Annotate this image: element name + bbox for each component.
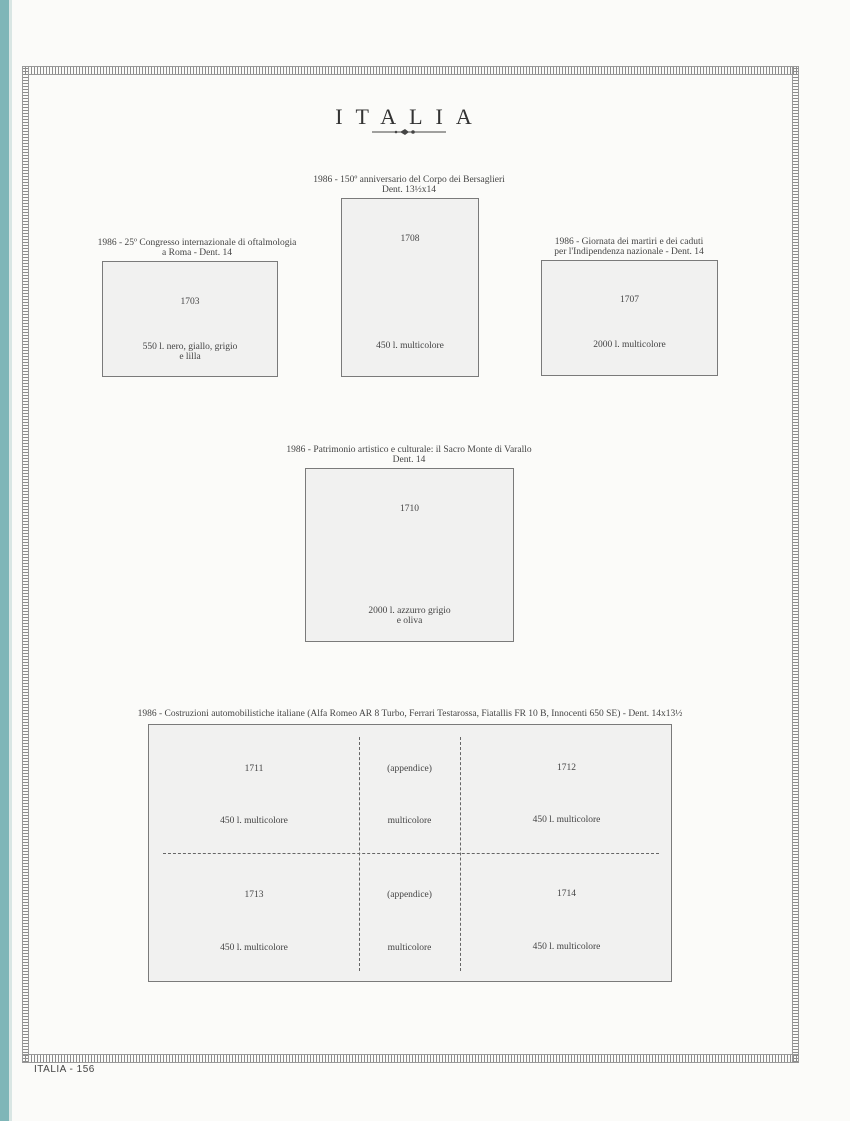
- stamp-description: [306, 606, 513, 626]
- stamp-number: 1711: [244, 764, 264, 774]
- frame-bottom: [22, 1054, 799, 1063]
- block-cell-appendice-bottom[interactable]: [359, 853, 460, 983]
- stamp-mount-1703[interactable]: [102, 261, 278, 377]
- stamp-description: 450 l. multicolore: [220, 943, 288, 953]
- caption-1710: [254, 445, 564, 465]
- stamp-description-line1: 550 l. nero, giallo, grigio: [142, 342, 238, 352]
- stamp-description: [103, 342, 277, 362]
- caption-1703: [84, 238, 310, 258]
- block-cell-1714[interactable]: [460, 853, 673, 983]
- stamp-number: 1707: [620, 295, 639, 305]
- stamp-number: 1714: [557, 889, 576, 899]
- stamp-description-line2: e lilla: [179, 352, 201, 362]
- stamp-block-mount[interactable]: [148, 724, 672, 982]
- page-title: ITALIA: [335, 104, 485, 129]
- appendix-description: multicolore: [387, 816, 432, 826]
- block-cell-1713[interactable]: [149, 853, 359, 983]
- stamp-description: 2000 l. multicolore: [593, 340, 666, 350]
- frame-top: [22, 66, 799, 75]
- block-cell-1711[interactable]: [149, 725, 359, 853]
- caption-block: 1986 - Costruzioni automobilistiche italiane (Alfa Romeo AR 8 Turbo, Ferrari Testarossa, Fiatallis FR 10 B, Innocenti 650 SE) - Dent. 14x13½: [137, 709, 683, 719]
- stamp-description: 450 l. multicolore: [220, 816, 288, 826]
- caption-1710-line1: 1986 - Patrimonio artistico e culturale: il Sacro Monte di Varallo: [286, 445, 532, 455]
- stamp-number: 1703: [180, 297, 200, 307]
- block-cell-appendice-top[interactable]: [359, 725, 460, 853]
- caption-1710-line2: Dent. 14: [392, 455, 426, 465]
- stamp-description: 450 l. multicolore: [532, 815, 601, 825]
- album-binding-shadow: [9, 0, 12, 1121]
- stamp-description: 450 l. multicolore: [532, 942, 601, 952]
- stamp-description-line1: 2000 l. azzurro grigio: [368, 606, 451, 616]
- stamp-number: 1712: [557, 763, 576, 773]
- caption-1707: [516, 237, 742, 257]
- caption-1707-line1: 1986 - Giornata dei martiri e dei caduti: [554, 237, 704, 247]
- frame-right: [792, 66, 799, 1062]
- page-footer: ITALIA - 156: [34, 1064, 95, 1075]
- stamp-mount-1707[interactable]: [541, 260, 718, 376]
- frame-left: [22, 66, 29, 1062]
- block-cell-1712[interactable]: [460, 725, 673, 853]
- album-binding-edge: [0, 0, 9, 1121]
- caption-1708-line2: Dent. 13½x14: [381, 185, 437, 195]
- caption-1708-line1: 1986 - 150º anniversario del Corpo dei Bersaglieri: [313, 175, 505, 185]
- stamp-number: 1710: [400, 504, 419, 514]
- stamp-number: 1708: [400, 234, 420, 244]
- caption-1703-line2: a Roma - Dent. 14: [162, 248, 232, 258]
- stamp-description-line2: e oliva: [396, 616, 423, 626]
- appendix-label: (appendice): [387, 764, 432, 774]
- caption-1703-line1: 1986 - 25º Congresso internazionale di oftalmologia: [97, 238, 297, 248]
- caption-1707-line2: per l'Indipendenza nazionale - Dent. 14: [554, 247, 704, 257]
- stamp-number: 1713: [244, 890, 264, 900]
- stamp-mount-1708[interactable]: [341, 198, 479, 377]
- appendix-description: multicolore: [387, 943, 432, 953]
- caption-1708: [296, 175, 522, 195]
- stamp-mount-1710[interactable]: [305, 468, 514, 642]
- title-ornament-icon: [372, 128, 446, 136]
- appendix-label: (appendice): [387, 890, 432, 900]
- stamp-description: 450 l. multicolore: [376, 341, 444, 351]
